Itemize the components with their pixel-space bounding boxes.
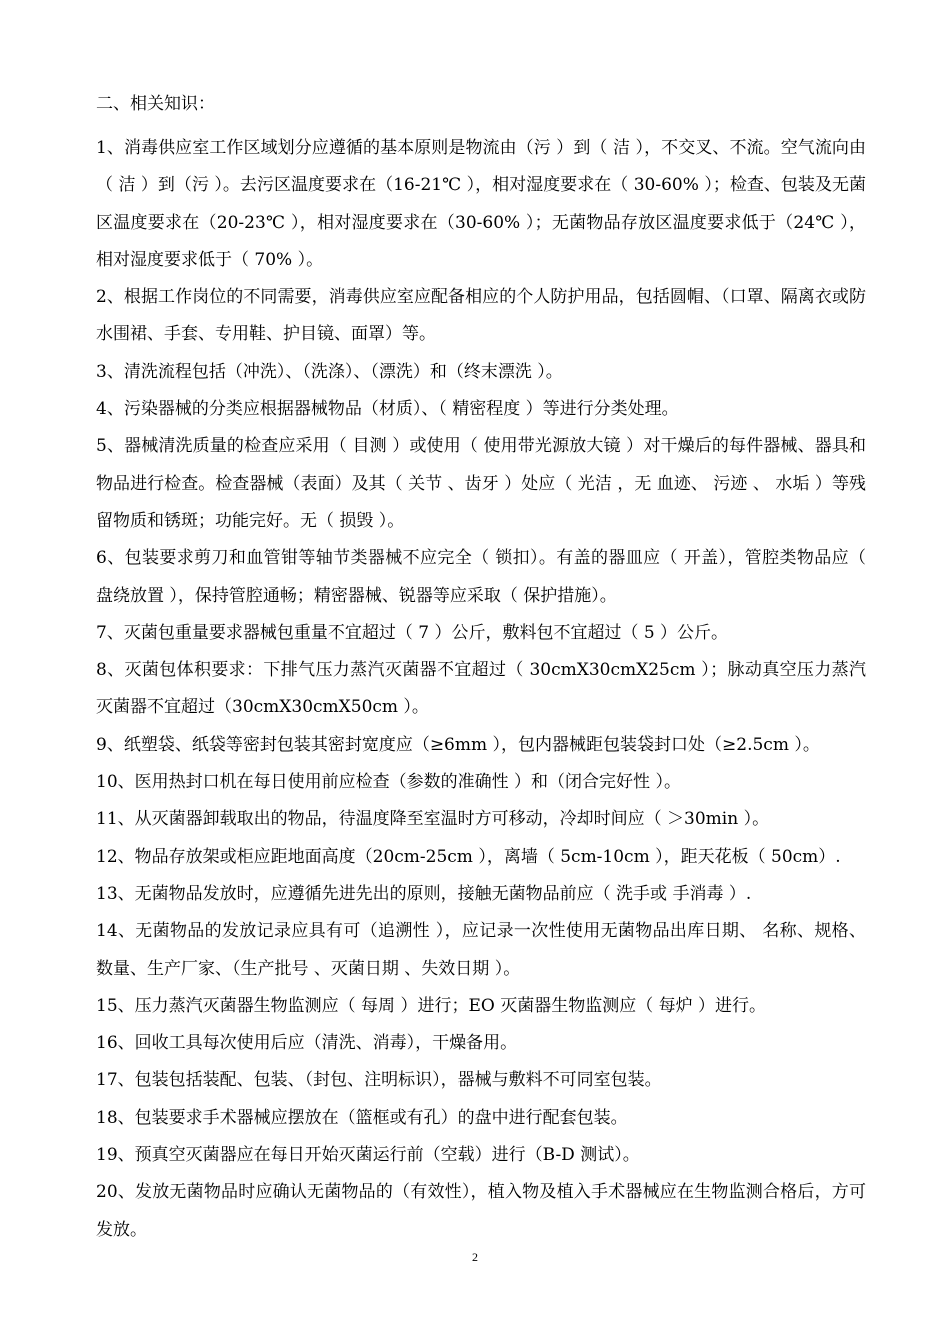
item-10: 10、医用热封口机在每日使用前应检查（参数的准确性 ）和（闭合完好性 ）。 [96, 772, 681, 793]
item-16: 16、回收工具每次使用后应（清洗、消毒），干燥备用。 [96, 1033, 518, 1054]
item-18: 18、包装要求手术器械应摆放在（篮框或有孔）的盘中进行配套包装。 [96, 1107, 628, 1128]
item-4: 4、污染器械的分类应根据器械物品（材质）、（ 精密程度 ）等进行分类处理。 [96, 399, 679, 420]
item-13: 13、无菌物品发放时，应遵循先进先出的原则，接触无菌物品前应（ 洗手或 手消毒 ）. [96, 883, 752, 904]
item-9: 9、纸塑袋、纸袋等密封包装其密封宽度应（≥6mm ），包内器械距包装袋封口处（≥2.5cm ）。 [96, 734, 820, 755]
item-6: 6、包装要求剪刀和血管钳等轴节类器械不应完全（ 锁扣）。有盖的器皿应（ 开盖），管腔类物品应（ 盘绕放置 ），保持管腔通畅；精密器械、锐器等应采取（ 保护措施）。 [96, 548, 872, 606]
page-number: 2 [472, 1250, 478, 1264]
item-8: 8、灭菌包体积要求：下排气压力蒸汽灭菌器不宜超过（ 30cmX30cmX25cm ）；脉动真空压力蒸汽灭菌器不宜超过（30cmX30cmX50cm ）。 [96, 660, 866, 718]
item-7: 7、灭菌包重量要求器械包重量不宜超过（ 7 ）公斤，敷料包不宜超过（ 5 ）公斤。 [96, 622, 729, 643]
item-14: 14、无菌物品的发放记录应具有可（追溯性 ），应记录一次性使用无菌物品出库日期、 名称、规格、数量、生产厂家、（生产批号 、灭菌日期 、失效日期 ）。 [96, 921, 866, 979]
item-20: 20、发放无菌物品时应确认无菌物品的（有效性），植入物及植入手术器械应在生物监测合格后，方可发放。 [96, 1182, 866, 1240]
item-12: 12、物品存放架或柜应距地面高度（20cm-25cm ），离墙（ 5cm-10cm ），距天花板（ 50cm）. [96, 846, 841, 867]
item-15: 15、压力蒸汽灭菌器生物监测应（ 每周 ）进行；EO 灭菌器生物监测应（ 每炉 ）进行。 [96, 995, 766, 1016]
item-5: 5、器械清洗质量的检查应采用（ 目测 ）或使用（ 使用带光源放大镜 ）对干燥后的每件器械、器具和物品进行检查。检查器械（表面）及其（ 关节 、齿牙 ）处应（ 光洁 ，无 血迹、 污迹 、 水垢 ）等残留物质和锈斑；功能完好。无（ 损毁 ）。 [96, 436, 866, 531]
item-2: 2、根据工作岗位的不同需要，消毒供应室应配备相应的个人防护用品，包括圆帽、（口罩、隔离衣或防水围裙、手套、专用鞋、护目镜、面罩）等。 [96, 287, 866, 345]
item-11: 11、从灭菌器卸载取出的物品，待温度降至室温时方可移动，冷却时间应（ ＞30min ）。 [96, 809, 770, 830]
document-body [96, 92, 872, 1249]
item-1: 1、消毒供应室工作区域划分应遵循的基本原则是物流由（污 ）到（ 洁 ），不交叉、不流。空气流向由（ 洁 ）到（污 ）。去污区温度要求在（16-21℃ ），相对湿度要求在（ 30-60% ）；检查、包装及无菌区温度要求在（20-23℃ ），相对湿度要求在（30-60% ）；无菌物品存放区温度要求低于（24℃ ），相对湿度要求低于（ 70% ）。 [96, 138, 866, 270]
item-3: 3、清洗流程包括（冲洗）、（洗涤）、（漂洗）和（终末漂洗 ）。 [96, 361, 563, 382]
section-heading: 二、相关知识： [96, 94, 215, 114]
item-17: 17、包装包括装配、包装、（封包、注明标识），器械与敷料不可同室包装。 [96, 1070, 662, 1091]
item-19: 19、预真空灭菌器应在每日开始灭菌运行前（空载）进行（B-D 测试）。 [96, 1145, 640, 1166]
